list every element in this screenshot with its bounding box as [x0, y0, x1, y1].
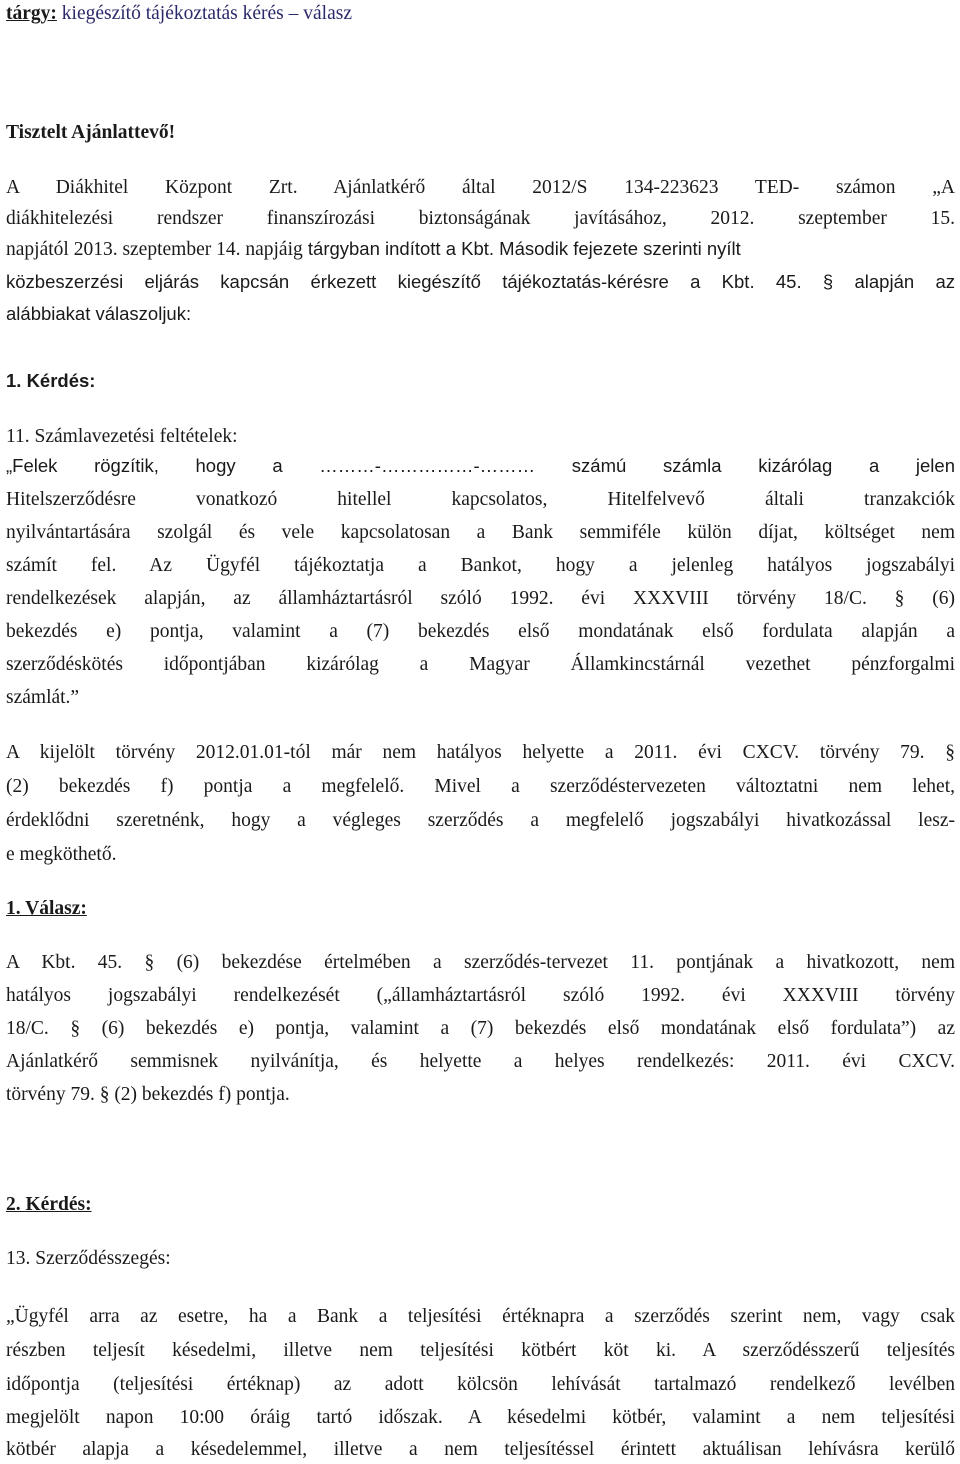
question-1-line: szerződéskötés időpontjában kizárólag a Magyar Államkincstárnál vezethet pénzforgalmi: [6, 654, 955, 675]
answer-1-line: 18/C. § (6) bekezdés e) pontja, valamint a (7) bekezdés első mondatának első fordulata”) az: [6, 1018, 955, 1039]
answer-1-line: Ajánlatkérő semmisnek nyilvánítja, és helyette a helyes rendelkezés: 2011. évi CXCV.: [6, 1051, 955, 1072]
question-1-heading: 1. Kérdés:: [6, 370, 96, 391]
question-1-line: nyilvántartására szolgál és vele kapcsolatosan a Bank semmiféle külön díjat, költséget nem: [6, 522, 955, 543]
intro-line-1: A Diákhitel Központ Zrt. Ajánlatkérő által 2012/S 134-223623 TED- számon „A: [6, 177, 955, 198]
intro-line-3a: napjától 2013. szeptember 14. napjáig: [6, 239, 303, 260]
question-2-line: kötbér alapja a késedelemmel, illetve a nem teljesítéssel érintett aktuálisan lehívásra kerülő: [6, 1439, 955, 1460]
intro-line-5: alábbiakat válaszoljuk:: [6, 303, 192, 324]
question-2-line: részben teljesít késedelmi, illetve nem teljesítési kötbért köt ki. A szerződésszerű teljesítés: [6, 1340, 955, 1361]
question-1-line: „Felek rögzítik, hogy a ………-……………-……… számú számla kizárólag a jelen: [6, 455, 955, 476]
intro-line-3b: tárgyban indított a Kbt. Második fejezete szerinti nyílt: [302, 238, 741, 259]
subject-line: [6, 2, 352, 26]
answer-1-heading: 1. Válasz:: [6, 898, 87, 919]
intro-line-2: diákhitelezési rendszer finanszírozási biztonságának javításához, 2012. szeptember 15.: [6, 208, 955, 229]
question-1-note-last: e megköthető.: [6, 844, 117, 865]
question-1-point: 11. Számlavezetési feltételek:: [6, 426, 238, 447]
subject-text: kiegészítő tájékoztatás kérés – válasz: [56, 3, 352, 24]
question-1-last-line: számlát.”: [6, 687, 80, 708]
question-2-heading: 2. Kérdés:: [6, 1194, 92, 1215]
question-1-note-line: (2) bekezdés f) pontja a megfelelő. Mivel a szerződéstervezeten változtatni nem lehet,: [6, 776, 955, 797]
question-1-note-line: A kijelölt törvény 2012.01.01-tól már nem hatályos helyette a 2011. évi CXCV. törvény 79. §: [6, 742, 955, 763]
greeting: Tisztelt Ajánlattevő!: [6, 122, 176, 143]
intro-line-3: [6, 237, 955, 262]
subject-label: tárgy:: [6, 3, 57, 24]
question-2-line: időpontja (teljesítési értéknap) az adott kölcsön lehívását tartalmazó rendelkező levélben: [6, 1374, 955, 1395]
answer-1-line: hatályos jogszabályi rendelkezését („államháztartásról szóló 1992. évi XXXVIII törvény: [6, 985, 955, 1006]
question-1-line: bekezdés e) pontja, valamint a (7) bekezdés első mondatának első fordulata alapján a: [6, 621, 955, 642]
question-1-note-line: érdeklődni szeretnénk, hogy a végleges szerződés a megfelelő jogszabályi hivatkozással lesz-: [6, 810, 955, 831]
answer-1-line: A Kbt. 45. § (6) bekezdése értelmében a szerződés-tervezet 11. pontjának a hivatkozott, nem: [6, 952, 955, 973]
question-2-line: megjelölt napon 10:00 óráig tartó időszak. A késedelmi kötbér, valamint a nem teljesítési: [6, 1407, 955, 1428]
question-2-line: „Ügyfél arra az esetre, ha a Bank a teljesítési értéknapra a szerződés szerint nem, vagy csak: [6, 1306, 955, 1327]
question-1-line: számít fel. Az Ügyfél tájékoztatja a Bankot, hogy a jelenleg hatályos jogszabályi: [6, 555, 955, 576]
intro-line-4: közbeszerzési eljárás kapcsán érkezett kiegészítő tájékoztatás-kérésre a Kbt. 45. § alapján az: [6, 271, 955, 292]
question-1-line: Hitelszerződésre vonatkozó hitellel kapcsolatos, Hitelfelvevő általi tranzakciók: [6, 489, 955, 510]
answer-1-last-line: törvény 79. § (2) bekezdés f) pontja.: [6, 1084, 290, 1105]
question-2-point: 13. Szerződésszegés:: [6, 1248, 171, 1269]
question-1-line: rendelkezések alapján, az államháztartásról szóló 1992. évi XXXVIII törvény 18/C. § (6): [6, 588, 955, 609]
